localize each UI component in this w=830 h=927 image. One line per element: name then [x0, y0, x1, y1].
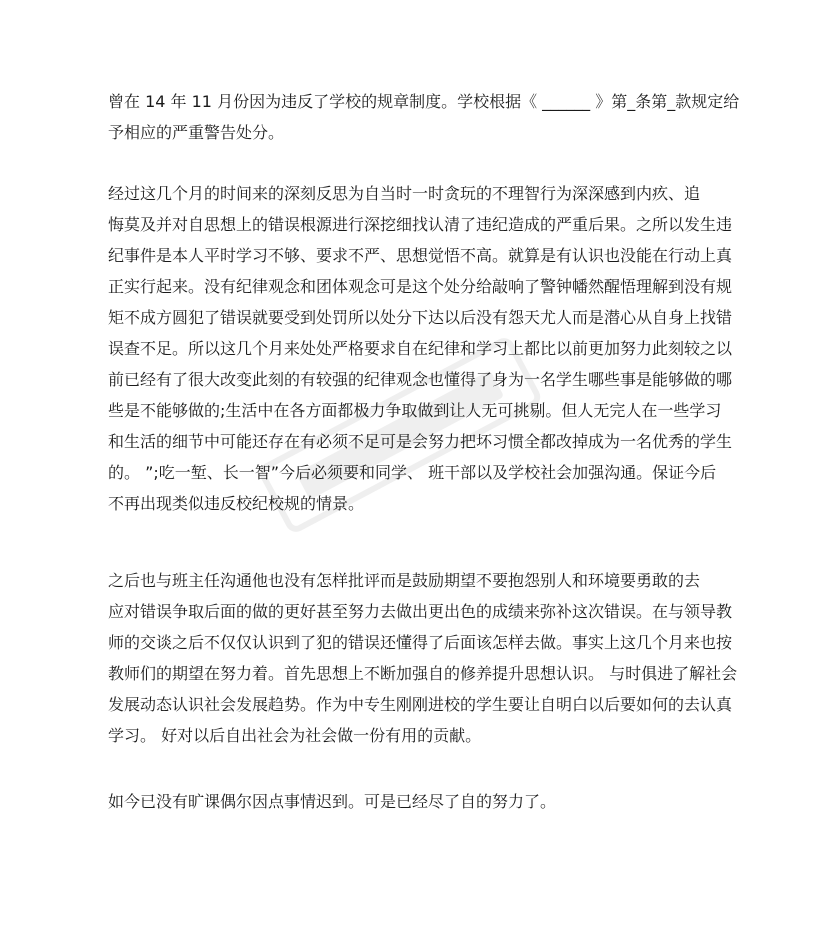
text-line: 予相应的严重警告处分。: [108, 123, 285, 142]
text-line: 教师们的期望在努力着。首先思想上不断加强自的修养提升思想认识。 与时俱进了解社会: [108, 664, 738, 683]
text-line: 师的交谈之后不仅仅认识到了犯的错误还懂得了后面该怎样去做。事实上这几个月来也按: [108, 633, 733, 652]
text-line: 曾在 14 年 11 月份因为违反了学校的规章制度。学校根据《 ______ 》第_条第_款规定给: [108, 92, 740, 111]
text-line: 不再出现类似违反校纪校规的情景。: [108, 494, 365, 513]
text-line: 纪事件是本人平时学习不够、要求不严、思想觉悟不高。就算是有认识也没能在行动上真: [108, 246, 733, 265]
text-line: 应对错误争取后面的做的更好甚至努力去做出更出色的成绩来弥补这次错误。在与领导教: [108, 602, 733, 621]
text-line: 发展动态认识社会发展趋势。作为中专生刚刚进校的学生要让自明白以后要如何的去认真: [108, 695, 733, 714]
text-line: 前已经有了很大改变此刻的有较强的纪律观念也懂得了身为一名学生哪些事是能够做的哪: [108, 370, 733, 389]
text-line: 学习。 好对以后自出社会为社会做一份有用的贡献。: [108, 726, 482, 745]
paragraph-3: [108, 565, 738, 751]
text-line: 误查不足。所以这几个月来处处严格要求自在纪律和学习上都比以前更加努力此刻较之以: [108, 339, 733, 358]
paragraph-1: [108, 86, 738, 148]
text-line: 悔莫及并对自思想上的错误根源进行深挖细找认清了违纪造成的严重后果。之所以发生违: [108, 215, 733, 234]
text-line: 之后也与班主任沟通他也没有怎样批评而是鼓励期望不要抱怨别人和环境要勇敢的去: [108, 571, 701, 590]
text-line: 经过这几个月的时间来的深刻反思为自当时一时贪玩的不理智行为深深感到内疚、追: [108, 184, 701, 203]
paragraph-2: [108, 178, 738, 519]
text-line: 和生活的细节中可能还存在有必须不足可是会努力把坏习惯全都改掉成为一名优秀的学生: [108, 432, 733, 451]
paragraph-4: [108, 786, 738, 817]
text-line: 些是不能够做的;生活中在各方面都极力争取做到让人无可挑剔。但人无完人在一些学习: [108, 401, 722, 420]
text-line: 正实行起来。没有纪律观念和团体观念可是这个处分给敲响了警钟幡然醒悟理解到没有规: [108, 277, 733, 296]
text-line: 如今已没有旷课偶尔因点事情迟到。可是已经尽了自的努力了。: [108, 792, 557, 811]
text-line: 矩不成方圆犯了错误就要受到处罚所以处分下达以后没有怨天尤人而是潜心从自身上找错: [108, 308, 733, 327]
text-line: 的。 ”;吃一堑、长一智”今后必须要和同学、 班干部以及学校社会加强沟通。保证今后: [108, 463, 717, 482]
